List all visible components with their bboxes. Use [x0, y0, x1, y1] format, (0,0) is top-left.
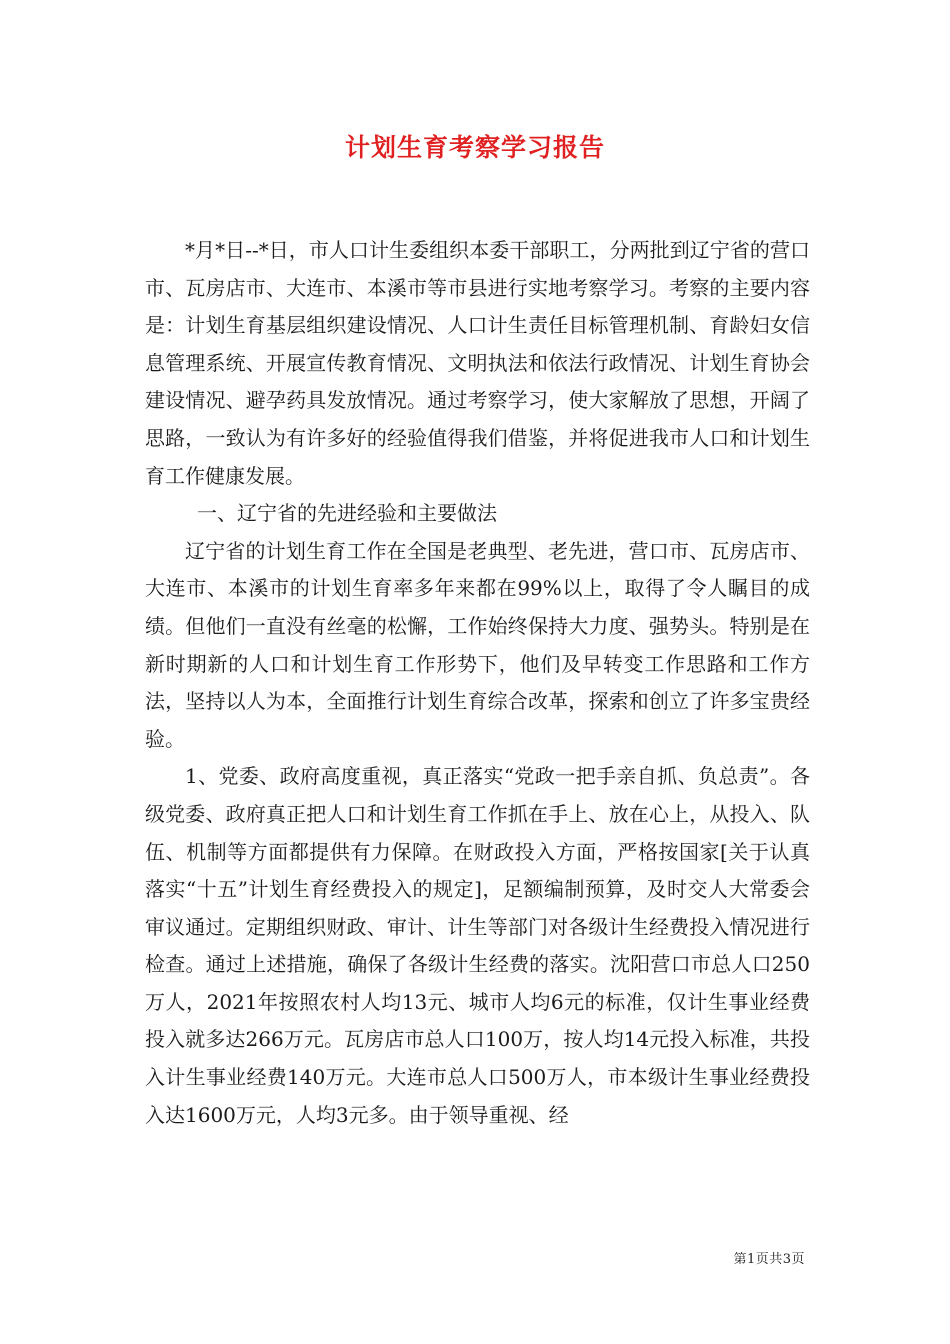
paragraph-point-1: 1、党委、政府高度重视，真正落实“党政一把手亲自抓、负总责”。各级党委、政府真正把人口和计划生育工作抓在手上、放在心上，从投入、队伍、机制等方面都提供有力保障。在财政投入方面，严格按国家[关于认真落实“十五”计划生育经费投入的规定]，足额编制预算，及时交人大常委会审议通过。定期组织财政、审计、计生等部门对各级计生经费投入情况进行检查。通过上述措施，确保了各级计生经费的落实。沈阳营口市总人口250万人，2021年按照农村人均13元、城市人均6元的标准，仅计生事业经费投入就多达266万元。瓦房店市总人口100万，按人均14元投入标准，共投入计生事业经费140万元。大连市总人口500万人，市本级计生事业经费投入达1600万元，人均3元多。由于领导重视、经 — [145, 764, 810, 1127]
document-title: 计划生育考察学习报告 — [344, 133, 605, 162]
paragraph-intro: *月*日--*日，市人口计生委组织本委干部职工，分两批到辽宁省的营口市、瓦房店市、大连市、本溪市等市县进行实地考察学习。考察的主要内容是：计划生育基层组织建设情况、人口计生责任目标管理机制、育龄妇女信息管理系统、开展宣传教育情况、文明执法和依法行政情况、计划生育协会建设情况、避孕药具发放情况。通过考察学习，使大家解放了思想，开阔了思路，一致认为有许多好的经验值得我们借鉴，并将促进我市人口和计划生育工作健康发展。 — [145, 238, 810, 488]
section-heading: 一、辽宁省的先进经验和主要做法 — [197, 501, 497, 526]
page-number: 第1页共3页 — [733, 1252, 805, 1267]
document-body — [145, 232, 810, 1134]
paragraph-liaoning-overview: 辽宁省的计划生育工作在全国是老典型、老先进，营口市、瓦房店市、大连市、本溪市的计划生育率多年来都在99%以上，取得了令人瞩目的成绩。但他们一直没有丝毫的松懈，工作始终保持大力度、强势头。特别是在新时期新的人口和计划生育工作形势下，他们及早转变工作思路和工作方法，坚持以人为本，全面推行计划生育综合改革，探索和创立了许多宝贵经验。 — [145, 538, 810, 751]
